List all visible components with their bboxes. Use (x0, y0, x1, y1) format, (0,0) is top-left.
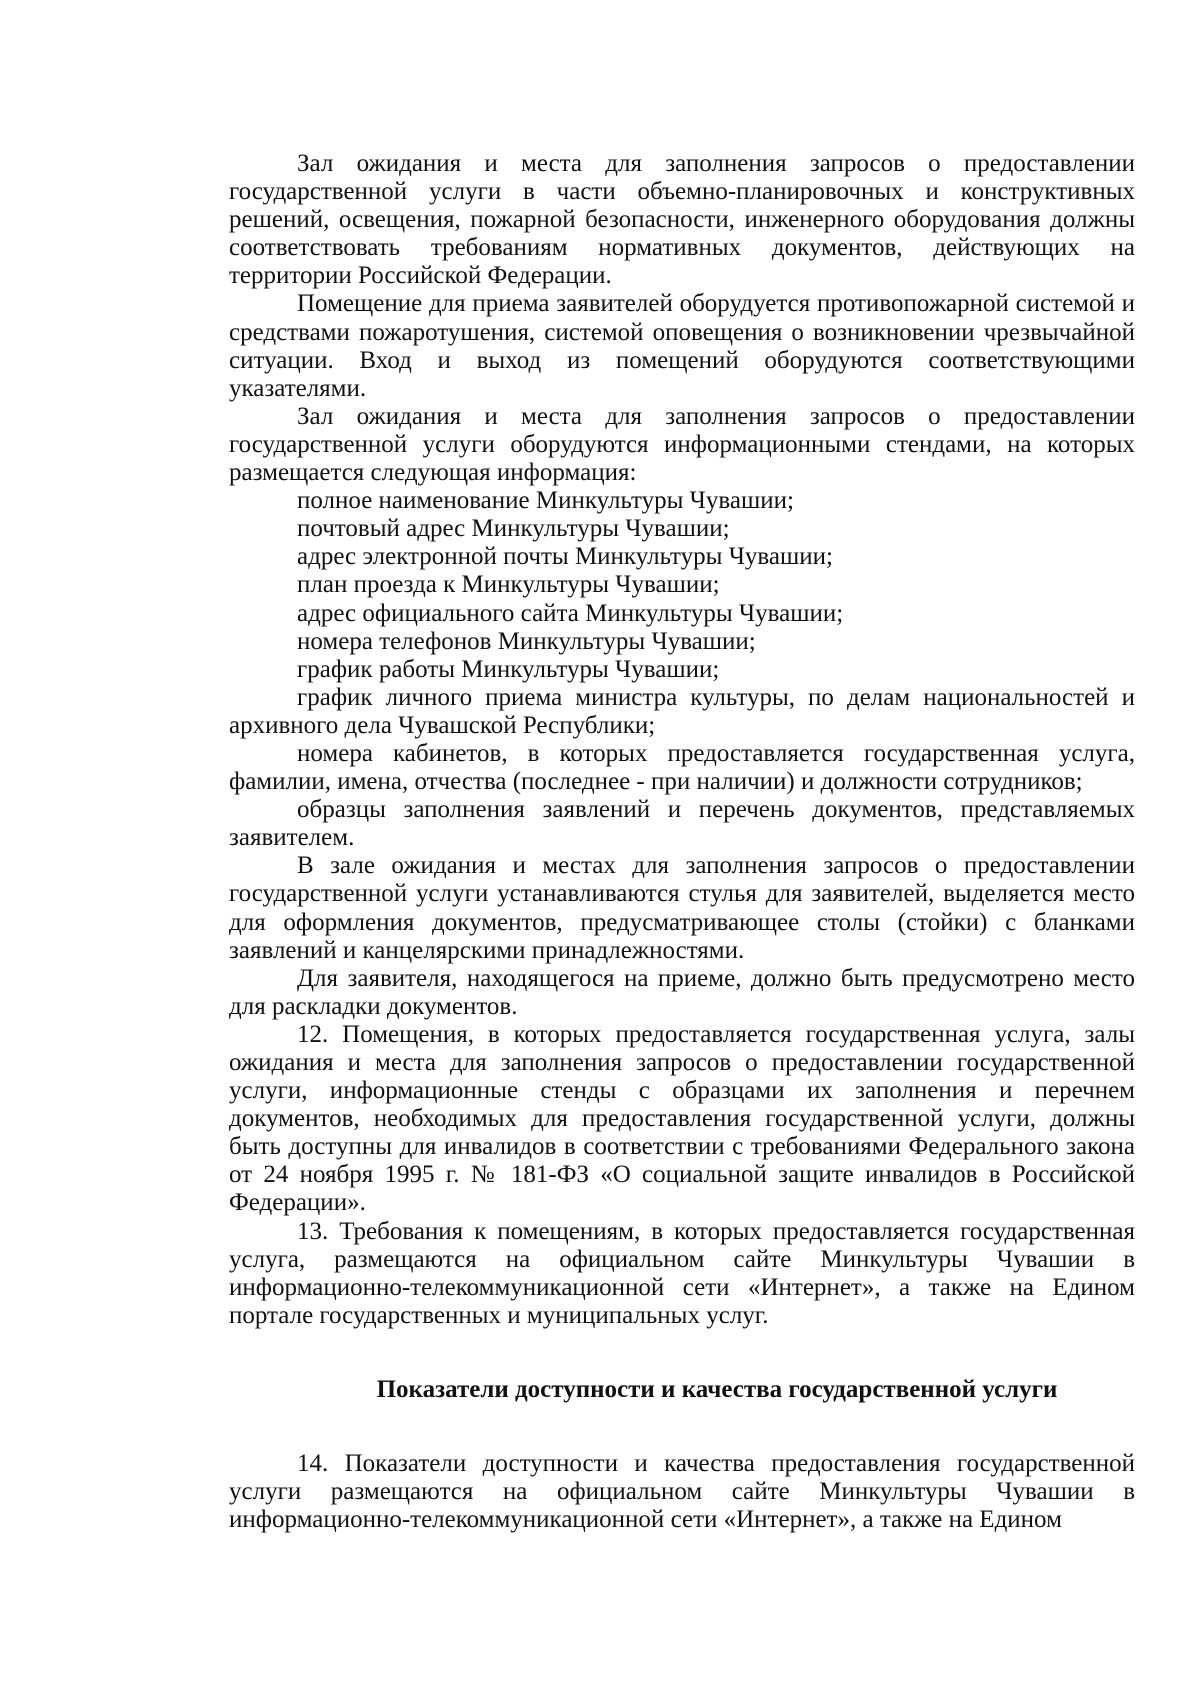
paragraph-fire-safety: Помещение для приема заявителей оборудуется противопожарной системой и средствами пожаротушения, системой оповещения о возникновении чрезвычайной ситуации. Вход и выход из помещений оборудуются соответствующими указателями. (229, 290, 1135, 402)
list-item: график работы Минкультуры Чувашии; (297, 655, 720, 683)
paragraph-waiting-hall-requirements: Зал ожидания и места для заполнения запросов о предоставлении государственной услуги в части объемно-планировочных и конструктивных решений, освещения, пожарной безопасности, инженерного оборудования должны соответствовать требованиям нормативных документов, действующих на территории Российской Федерации. (229, 150, 1135, 290)
paragraph-item-12-accessibility: 12. Помещения, в которых предоставляется государственная услуга, залы ожидания и места для заполнения запросов о предоставлении государственной услуги, информационные стенды с образцами их заполнения и перечнем документов, необходимых для предоставления государственной услуги, должны быть доступны для инвалидов в соответствии с требованиями Федерального закона от 24 ноября 1995 г. № 181-ФЗ «О социальной защите инвалидов в Российской Федерации». (229, 1020, 1135, 1217)
list-item: почтовый адрес Минкультуры Чувашии; (297, 515, 730, 543)
paragraph-item-14-indicators: 14. Показатели доступности и качества предоставления государственной услуги размещаются на официальном сайте Минкультуры Чувашии в информационно-телекоммуникационной сети «Интернет», а также на Едином (229, 1449, 1135, 1534)
paragraph-item-13-requirements: 13. Требования к помещениям, в которых предоставляется государственная услуга, размещаются на официальном сайте Минкультуры Чувашии в информационно-телекоммуникационной сети «Интернет», а также на Едином портале государственных и муниципальных услуг. (229, 1217, 1135, 1329)
list-item: график личного приема министра культуры, по делам национальностей и архивного дела Чувашской Республики; (229, 683, 1135, 739)
list-item: номера телефонов Минкультуры Чувашии; (297, 627, 756, 655)
list-item: полное наименование Минкультуры Чувашии; (297, 487, 794, 515)
document-body (229, 150, 1135, 1534)
list-item: номера кабинетов, в которых предоставляется государственная услуга, фамилии, имена, отчества (последнее - при наличии) и должности сотрудников; (229, 739, 1135, 796)
paragraph-info-stands: Зал ожидания и места для заполнения запросов о предоставлении государственной услуги оборудуются информационными стендами, на которых размещается следующая информация: (229, 402, 1135, 487)
list-item: адрес электронной почты Минкультуры Чувашии; (297, 543, 833, 571)
paragraph-chairs-tables: В зале ожидания и местах для заполнения запросов о предоставлении государственной услуги устанавливаются стулья для заявителей, выделяется место для оформления документов, предусматривающее столы (стойки) с бланками заявлений и канцелярскими принадлежностями. (229, 852, 1135, 964)
list-item: план проезда к Минкультуры Чувашии; (297, 571, 720, 599)
list-item: образцы заполнения заявлений и перечень документов, представляемых заявителем. (229, 796, 1135, 852)
section-heading: Показатели доступности и качества государственной услуги (376, 1375, 1058, 1403)
paragraph-document-layout-place: Для заявителя, находящегося на приеме, должно быть предусмотрено место для раскладки документов. (229, 964, 1135, 1020)
list-item: адрес официального сайта Минкультуры Чувашии; (297, 599, 844, 627)
